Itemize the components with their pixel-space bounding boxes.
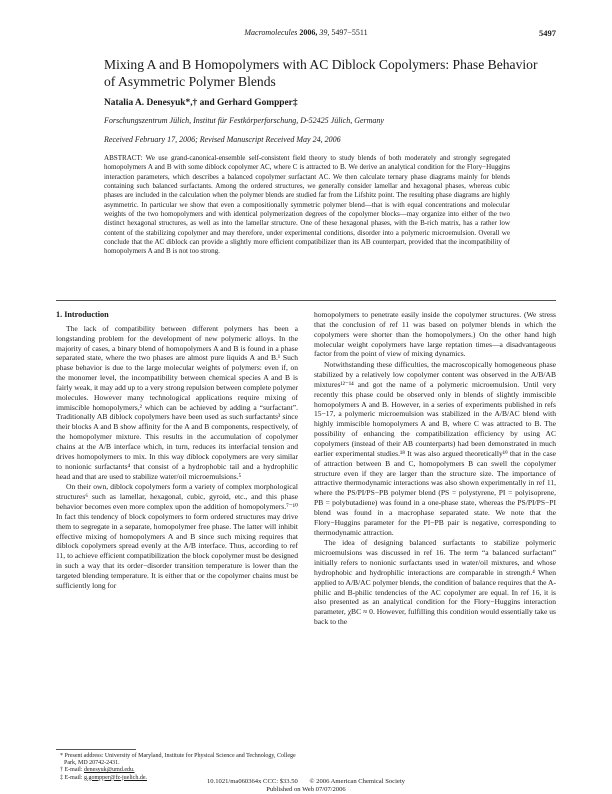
paragraph: The idea of designing balanced surfactants to stabilize polymeric microemulsions was discussed in ref 16. The term “a balanced surfactant” initially refers to nonionic surfactants used in water/oil mixtures, and whose hydrophobic and hydrophilic interactions are comparable in strength.⁴ When applied to A/B/AC polymer blends, the condition of balance requires that the A-philic and B-philic tendencies of the AC copolymer are equal. In ref 16, it is also presented as an analytical condition for the Flory−Huggins interaction parameter, χBC ≈ 0. However, fulfilling this condition would essentially take us back to the [314,538,556,627]
left-column [56,310,298,591]
journal-pages: 5497−5511 [331,28,368,37]
author-list: Natalia A. Denesyuk*,† and Gerhard Gompper‡ [104,98,298,108]
paragraph: The lack of compatibility between different polymers has been a longstanding problem for the development of new polymeric alloys. In the majority of cases, a binary blend of homopolymers A and B is found in a phase separated state, where the two phases are almost pure liquids A and B.¹ Such phase behavior is due to the large molecular weights of polymers: even if, on the monomer level, the incompatibility between chemical species A and B is fairly weak, it may add up to a very strong repulsion between complete polymer molecules. However many technological applications require mixing of immiscible homopolymers,² which can be achieved by adding a “surfactant”. Traditionally AB diblock copolymers have been used as such surfactants³ since their blocks A and B show affinity for the A and B components, respectively, of the homopolymer mixture. This results in the accumulation of copolymer chains at the A/B interface which, in turn, reduces its interfacial tension and drives homopolymers to mix. In this way diblock copolymers are very similar to nonionic surfactants⁴ that consist of a hydrophobic tail and a hydrophilic head and that are used to stabilize water/oil microemulsions.⁵ [56,323,298,481]
copyright: © 2006 American Chemical Society [309,778,405,785]
received-dates: Received February 17, 2006; Revised Manuscript Received May 24, 2006 [104,135,341,144]
email-link[interactable]: denesyuk@umd.edu. [84,767,135,774]
footnote-present-address: * Present address: University of Maryland, Institute for Physical Science and Technology, College Park, MD 20742-2431. [60,753,296,767]
journal-name: Macromolecules [244,28,298,37]
footnote-divider [56,749,136,750]
abstract-divider [56,300,556,301]
doi-line: 10.1021/ma060364x CCC: $33.50 [207,778,298,785]
journal-year: 2006, [299,28,318,37]
email-link[interactable]: g.gompper@fz-juelich.de. [84,774,148,781]
abstract: ABSTRACT: We use grand-canonical-ensemble self-consistent field theory to study blends of both moderately and strongly segregated homopolymers A and B with some diblock copolymer AC, where C is attracted to B. We derive an analytical condition for the Flory−Huggins interaction parameters, which describes a balanced copolymer surfactant AC. We then calculate ternary phase diagrams mainly for blends containing such balanced surfactants. Among the ordered structures, we generally consider lamellar and hexagonal phases, whereas cubic phases are included in the calculation when the polymer blends are studied far from the Lifshitz point. The resulting phase diagrams are highly asymmetric. In particular we show that even a compositionally symmetric polymer blend—that is with equal concentrations and molecular weights of the two homopolymers and with identical polymerization degrees of the copolymer blocks—may organize into either of the two distinct hexagonal structures, as well as into the lamellar structure. One of these hexagonal phases, with the B-rich matrix, has a rather low content of the stabilizing copolymer and may therefore, under experimental conditions, disorder into a polymeric microemulsion. Overall we conclude that the AC diblock can provide a slightly more efficient compatibilizer than its AB counterpart, provided that the incompatibility of homopolymers A and B is not too strong. [104,154,510,256]
journal-volume: 39, [319,28,330,37]
paragraph: Notwithstanding these difficulties, the macroscopically homogeneous phase stabilized by a relatively low copolymer content was observed in the A/B/AB mixtures¹²⁻¹⁴ and got the name of a polymeric microemulsion. Until very recently this phase could be observed only in blends of slightly immiscible homopolymers A and B. However, in a series of experiments published in refs 15−17, a polymeric microemulsion was stabilized in the A/B/AC blend with highly immiscible homopolymers A and B, where C was attracted to B. The possibility of enhancing the compatibilization efficiency by using AC copolymers (instead of their AB counterparts) had been demonstrated in much earlier experimental studies.¹⁸ It was also argued theoretically¹⁹ that in the case of attraction between B and C, homopolymers B can swell the copolymer structure even if they are larger than the structure size. The importance of attractive thermodynamic interactions was also shown experimentally in ref 11, where the PS/PI/PS−PB polymer blend (PS = polystyrene, PI = polyisoprene, PB = polybutadiene) was found in a one-phase state, whereas the PS/PI/PS−PI blend was found in a macrophase separated state. We note that the Flory−Huggins parameter for the PI−PB pair is negative, corresponding to thermodynamic attraction. [314,360,556,537]
paragraph: homopolymers to penetrate easily inside the copolymer structures. (We stress that the conclusion of ref 11 was based on polymer blends in which the copolymers were shorter than the homopolymers.) On the other hand high molecular weight copolymers have large reptation times—a disadvantageous factor from the point of view of mixing dynamics. [314,310,556,359]
page-number: 5497 [539,28,556,38]
article-title: Mixing A and B Homopolymers with AC Diblock Copolymers: Phase Behavior of Asymmetric Polymer Blends [104,57,538,89]
email-label: ‡ E-mail: [60,774,83,781]
right-column [314,310,556,627]
paragraph: On their own, diblock copolymers form a variety of complex morphological structures⁶ such as lamellar, hexagonal, cubic, gyroid, etc., and this phase behavior becomes even more complex upon the addition of homopolymers.⁷⁻¹⁰ In fact this tendency of block copolymers to form ordered structures may drive them to segregate in a separate, homopolymer free phase. The latter will inhibit effective mixing of homopolymers A and B since such mixing requires that diblock copolymers spread evenly at the A/B interface. Thus, according to ref 11, to achieve efficient compatibilization the block copolymer must be designed in such a way that its order−disorder transition temperature is lower than the targeted blending temperature. It is either that or the copolymer chains must be sufficiently long for [56,482,298,590]
running-head [0,28,612,42]
journal-citation [0,28,612,37]
affiliation: Forschungszentrum Jülich, Institut für Festkörperforschung, D-52425 Jülich, Germany [104,116,384,125]
email-label: † E-mail: [60,767,83,774]
section-heading: 1. Introduction [56,310,109,319]
footnote-email-1 [56,767,298,774]
published-date: Published on Web 07/07/2006 [266,786,346,793]
